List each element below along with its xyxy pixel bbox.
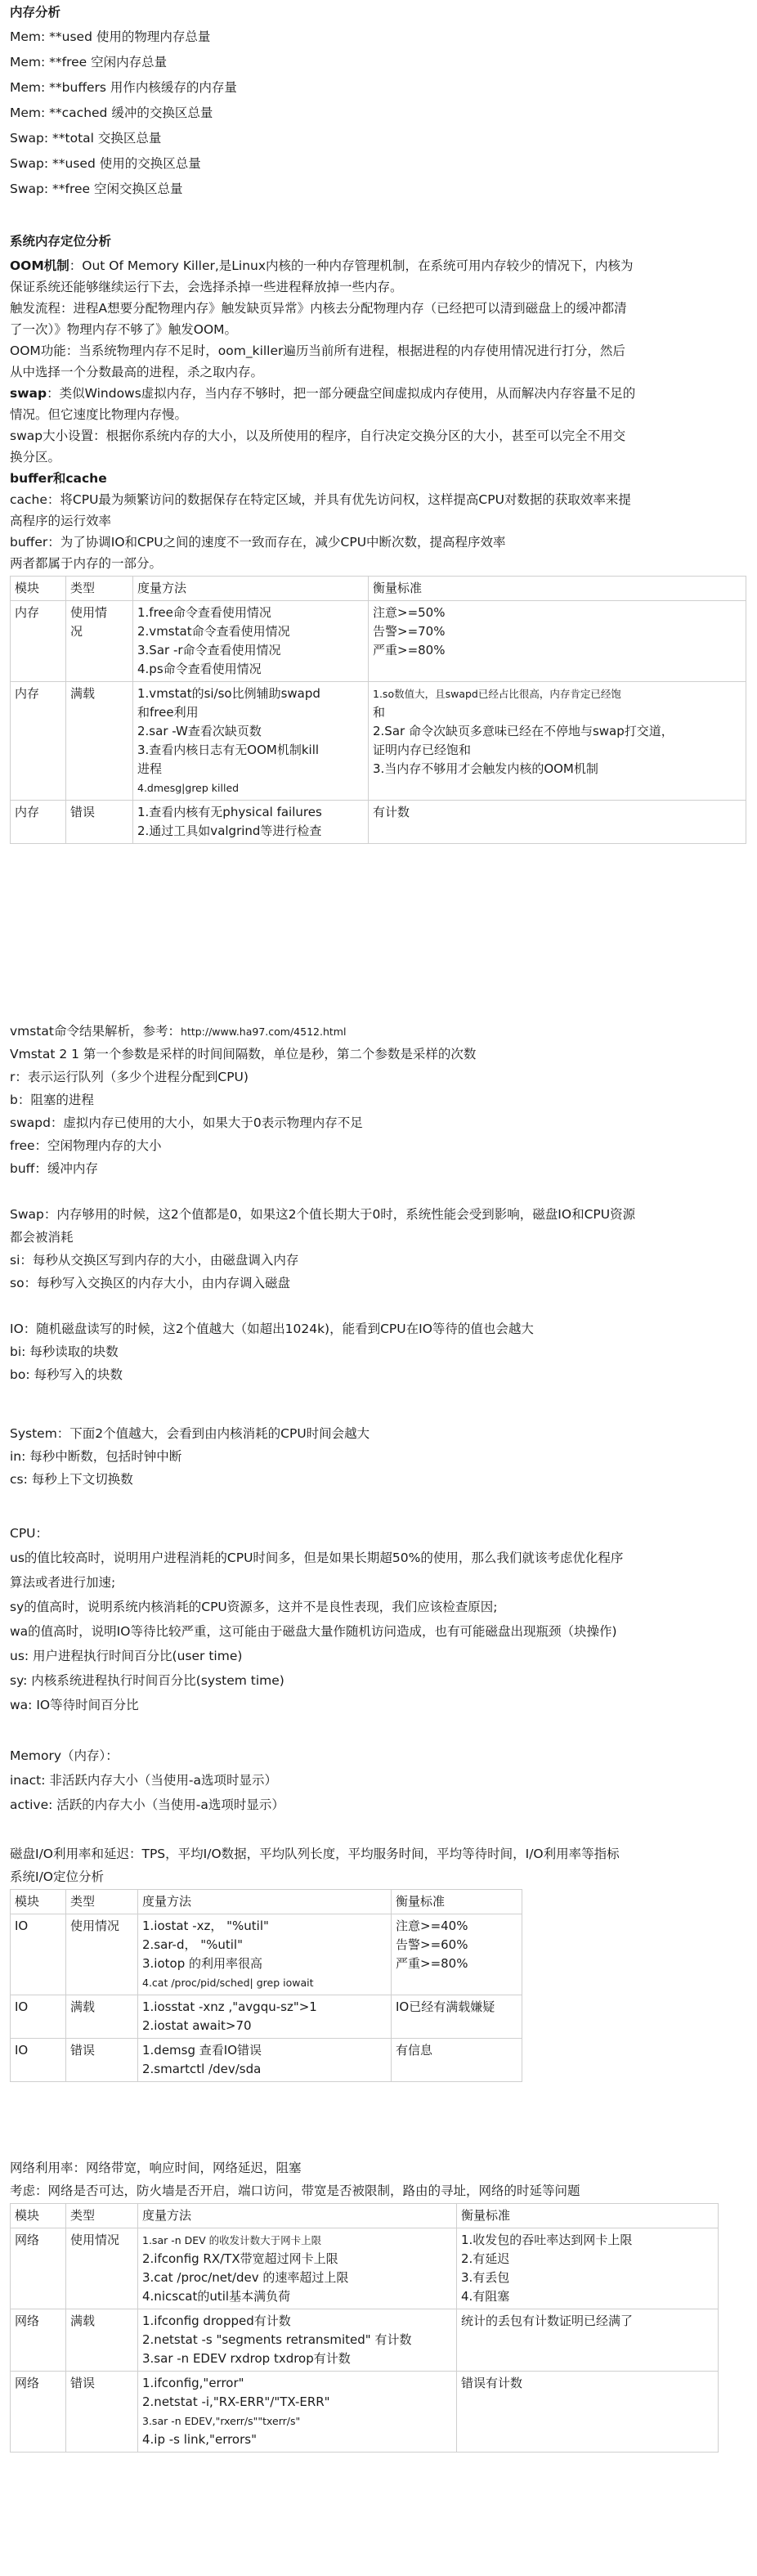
vmstat-line: b：阻塞的进程 <box>10 1093 94 1107</box>
swap-line: swap：类似Windows虚拟内存，当内存不够时，把一部分硬盘空间虚拟成内存使用，从而解决内存容量不足的 <box>10 386 636 401</box>
cell-line: 2.Sar 命令次缺页多意味已经在不停地与swap打交道， <box>373 724 674 738</box>
cell-line: 3.sar -n EDEV rxdrop txdrop有计数 <box>142 2351 351 2366</box>
cell-line: 和 <box>373 705 386 720</box>
cpu-desc-line: wa: IO等待时间百分比 <box>10 1698 139 1712</box>
system-desc-line: System：下面2个值越大，会看到由内核消耗的CPU时间会越大 <box>10 1426 370 1441</box>
cell-line: 告警>=70% <box>373 624 446 639</box>
table-row <box>11 601 746 682</box>
cell-line: IO <box>15 1919 29 1933</box>
table-cell <box>66 2309 138 2372</box>
cell-line: 况 <box>70 624 83 639</box>
table-row <box>11 2039 522 2082</box>
system-desc-line: in: 每秒中断数，包括时钟中断 <box>10 1449 182 1464</box>
buffer-line: buffer：为了协调IO和CPU之间的速度不一致而存在，减少CPU中断次数，提高程序效率 <box>10 535 506 550</box>
table-row <box>11 1914 522 1995</box>
sys-heading: 系统内存定位分析 <box>10 234 112 249</box>
oom-line: OOM机制：Out Of Memory Killer,是Linux内核的一种内存管理机制，在系统可用内存较少的情况下，内核为 <box>10 258 634 273</box>
swap-desc-line: si：每秒从交换区写到内存的大小，由磁盘调入内存 <box>10 1253 299 1268</box>
cell-line: 内存 <box>15 686 40 701</box>
cell-line: 1.ifconfig dropped有计数 <box>142 2313 291 2328</box>
cell-line: 错误 <box>70 2376 96 2390</box>
cell-line: 衡量标准 <box>373 581 423 595</box>
system-desc-line: cs: 每秒上下文切换数 <box>10 1472 133 1487</box>
cell-line: 有信息 <box>396 2043 433 2058</box>
cell-line: 2.netstat -i,"RX-ERR"/"TX-ERR" <box>142 2394 330 2409</box>
cell-line: 3.有丢包 <box>461 2270 510 2285</box>
cell-line: 2.sar-d， "%util" <box>142 1937 244 1952</box>
table-header-cell <box>133 577 369 601</box>
cpu-desc-line: wa的值高时，说明IO等待比较严重，这可能由于磁盘大量作随机访问造成，也有可能磁盘出现瓶颈（块操作) <box>10 1624 617 1639</box>
cell-line: 1.sar -n DEV 的收发计数大于网卡上限 <box>142 2234 322 2246</box>
oom-label: OOM机制 <box>10 258 69 273</box>
table-cell <box>11 2372 66 2453</box>
table-cell <box>66 2039 138 2082</box>
cpu-desc-line: us: 用户进程执行时间百分比(user time) <box>10 1649 243 1663</box>
cell-line: 网络 <box>15 2376 40 2390</box>
table-cell <box>392 1914 522 1995</box>
cell-line: 4.有阻塞 <box>461 2289 510 2304</box>
cell-line: 2.vmstat命令查看使用情况 <box>137 624 290 639</box>
swap-desc-line: so：每秒写入交换区的内存大小，由内存调入磁盘 <box>10 1276 291 1290</box>
cell-line: 1.ifconfig,"error" <box>142 2376 244 2390</box>
oom-line: 从中选择一个分数最高的进程，杀之取内存。 <box>10 365 264 379</box>
table-cell <box>11 1995 66 2039</box>
cell-line: 满载 <box>70 2313 96 2328</box>
swap-line: swap大小设置：根据你系统内存的大小，以及所使用的程序，自行决定交换分区的大小，甚至可以完全不用交 <box>10 429 626 443</box>
table-cell <box>138 2228 457 2309</box>
table-cell <box>457 2372 719 2453</box>
table-cell <box>11 1914 66 1995</box>
cell-line: 注意>=40% <box>396 1919 468 1933</box>
table-header-row <box>11 1890 522 1914</box>
cell-line: 1.收发包的吞吐率达到网卡上限 <box>461 2233 633 2247</box>
table-cell <box>11 2039 66 2082</box>
cell-line: 严重>=80% <box>373 643 446 657</box>
table-cell <box>11 2228 66 2309</box>
cell-line: 2.通过工具如valgrind等进行检查 <box>137 824 322 838</box>
cell-line: 1.vmstat的si/so比例辅助swapd <box>137 686 320 701</box>
memory-desc-line: Memory（内存）： <box>10 1748 119 1763</box>
cell-line: 有计数 <box>373 805 410 819</box>
cell-line: 2.ifconfig RX/TX带宽超过网卡上限 <box>142 2251 338 2266</box>
memory-table <box>10 576 746 844</box>
cpu-desc-line: CPU： <box>10 1526 49 1541</box>
cell-line: 内存 <box>15 605 40 620</box>
cell-line: 1.demsg 查看IO错误 <box>142 2043 262 2058</box>
table-row <box>11 682 746 801</box>
table-cell <box>133 801 369 844</box>
cell-line: 2.iostat await>70 <box>142 2018 252 2033</box>
cell-line: 类型 <box>70 581 96 595</box>
table-header-cell <box>11 2204 66 2228</box>
net-intro-line: 考虑：网络是否可达，防火墙是否开启，端口访问，带宽是否被限制，路由的寻址，网络的时延等问题 <box>10 2183 580 2198</box>
io-desc-line: IO：随机磁盘读写的时候，这2个值越大（如超出1024k)，能看到CPU在IO等待的值也会越大 <box>10 1322 534 1336</box>
cell-line: 满载 <box>70 686 96 701</box>
cell-line: 满载 <box>70 1999 96 2014</box>
table-header-cell <box>457 2204 719 2228</box>
cell-line: 衡量标准 <box>461 2208 511 2223</box>
table-cell <box>369 601 746 682</box>
cell-line: IO已经有满载嫌疑 <box>396 1999 495 2014</box>
mem-line: Mem: **used 使用的物理内存总量 <box>10 29 211 44</box>
cell-line: 度量方法 <box>142 1894 192 1909</box>
table-cell <box>369 682 746 801</box>
table-row <box>11 1995 522 2039</box>
cell-line: 错误 <box>70 2043 96 2058</box>
table-cell <box>457 2228 719 2309</box>
cell-line: 2.netstat -s "segments retransmited" 有计数 <box>142 2332 412 2347</box>
table-cell <box>138 2372 457 2453</box>
table-cell <box>11 682 66 801</box>
cell-line: 内存 <box>15 805 40 819</box>
vmstat-line: r：表示运行队列（多少个进程分配到CPU) <box>10 1070 249 1084</box>
cell-line: 注意>=50% <box>373 605 446 620</box>
cpu-desc-line: sy的值高时，说明系统内核消耗的CPU资源多，这并不是良性表现，我们应该检查原因; <box>10 1600 498 1614</box>
cell-line: IO <box>15 1999 29 2014</box>
io-desc-line: bo: 每秒写入的块数 <box>10 1367 123 1382</box>
mem-line: Swap: **free 空闲交换区总量 <box>10 182 183 196</box>
table-cell <box>66 1914 138 1995</box>
table-cell <box>11 601 66 682</box>
cell-line: 类型 <box>70 2208 96 2223</box>
oom-line: 触发流程：进程A想要分配物理内存》触发缺页异常》内核去分配物理内存（已经把可以清到磁盘上的缓冲都清 <box>10 301 627 316</box>
cell-line: 衡量标准 <box>396 1894 446 1909</box>
table-cell <box>138 1914 392 1995</box>
table-header-cell <box>66 577 133 601</box>
cell-line: 网络 <box>15 2313 40 2328</box>
disk-intro-line: 系统I/O定位分析 <box>10 1869 104 1884</box>
mem-line: Swap: **used 使用的交换区总量 <box>10 156 201 171</box>
table-cell <box>457 2309 719 2372</box>
cell-line: 网络 <box>15 2233 40 2247</box>
table-row <box>11 2228 719 2309</box>
table-cell <box>138 1995 392 2039</box>
swap-label: swap <box>10 386 47 401</box>
table-header-cell <box>66 1890 138 1914</box>
cpu-desc-line: us的值比较高时，说明用户进程消耗的CPU时间多，但是如果长期超50%的使用，那么我们就该考虑优化程序 <box>10 1551 624 1565</box>
cell-line: 1.iosstat -xnz ,"avgqu-sz">1 <box>142 1999 317 2014</box>
cell-line: 1.查看内核有无physical failures <box>137 805 322 819</box>
table-cell <box>392 1995 522 2039</box>
table-cell <box>11 2309 66 2372</box>
table-header-cell <box>11 577 66 601</box>
cell-line: 度量方法 <box>142 2208 192 2223</box>
cell-line: 4.cat /proc/pid/sched| grep iowait <box>142 1977 314 1989</box>
net-intro-line: 网络利用率：网络带宽，响应时间，网络延迟，阻塞 <box>10 2161 302 2175</box>
cpu-desc-line: 算法或者进行加速; <box>10 1575 116 1590</box>
cell-line: 3.当内存不够用才会触发内核的OOM机制 <box>373 761 598 776</box>
cell-line: 使用情 <box>70 605 108 620</box>
mem-heading: 内存分析 <box>10 5 61 20</box>
oom-line: 保证系统还能够继续运行下去，会选择杀掉一些进程释放掉一些内存。 <box>10 280 403 294</box>
table-cell <box>66 601 133 682</box>
table-cell <box>66 1995 138 2039</box>
cell-line: 使用情况 <box>70 1919 120 1933</box>
cpu-desc-line: sy: 内核系统进程执行时间百分比(system time) <box>10 1673 284 1688</box>
cell-line: 模块 <box>15 1894 40 1909</box>
table-cell <box>66 2372 138 2453</box>
cell-line: 使用情况 <box>70 2233 120 2247</box>
table-header-cell <box>138 1890 392 1914</box>
cell-line: 3.iotop 的利用率很高 <box>142 1956 263 1971</box>
table-row <box>11 2309 719 2372</box>
cell-line: 模块 <box>15 2208 40 2223</box>
table-cell <box>66 801 133 844</box>
cell-line: 3.Sar -r命令查看使用情况 <box>137 643 281 657</box>
cell-line: 错误 <box>70 805 96 819</box>
swap-line: 换分区。 <box>10 450 61 464</box>
table-header-row <box>11 577 746 601</box>
buffer-line: cache：将CPU最为频繁访问的数据保存在特定区域，并具有优先访问权，这样提高CPU对数据的获取效率来提 <box>10 492 631 507</box>
table-header-cell <box>369 577 746 601</box>
table-header-row <box>11 2204 719 2228</box>
cell-line: 类型 <box>70 1894 96 1909</box>
cell-line: 模块 <box>15 581 40 595</box>
swap-line: 情况。但它速度比物理内存慢。 <box>10 407 188 422</box>
cell-line: 度量方法 <box>137 581 187 595</box>
vmstat-line: buff：缓冲内存 <box>10 1161 98 1176</box>
table-header-cell <box>66 2204 138 2228</box>
network-table <box>10 2203 719 2453</box>
mem-line: Mem: **cached 缓冲的交换区总量 <box>10 105 213 120</box>
mem-line: Mem: **buffers 用作内核缓存的内存量 <box>10 80 237 95</box>
table-cell <box>11 801 66 844</box>
cell-line: 2.smartctl /dev/sda <box>142 2062 262 2076</box>
table-row <box>11 801 746 844</box>
vmstat-line: Vmstat 2 1 第一个参数是采样的时间间隔数，单位是秒，第二个参数是采样的次数 <box>10 1047 477 1061</box>
cell-line: 3.查看内核日志有无OOM机制kill <box>137 743 320 757</box>
cell-line: 3.sar -n EDEV,"rxerr/s""txerr/s" <box>142 2415 301 2427</box>
cell-line: 4.nicscat的util基本满负荷 <box>142 2289 291 2304</box>
oom-line: OOM功能：当系统物理内存不足时，oom_killer遍历当前所有进程，根据进程的内存使用情况进行打分，然后 <box>10 343 625 358</box>
cell-line: 4.ip -s link,"errors" <box>142 2432 257 2447</box>
cell-line: 告警>=60% <box>396 1937 468 1952</box>
cell-line: 2.sar -W查看次缺页数 <box>137 724 262 738</box>
table-cell <box>66 682 133 801</box>
cell-line: 1.free命令查看使用情况 <box>137 605 271 620</box>
cell-line: 4.dmesg|grep killed <box>137 782 240 794</box>
cell-line: 4.ps命令查看使用情况 <box>137 662 262 676</box>
buffer-line: 高程序的运行效率 <box>10 514 112 528</box>
cell-line: 2.有延迟 <box>461 2251 510 2266</box>
memory-desc-line: inact: 非活跃内存大小（当使用-a选项时显示） <box>10 1773 277 1788</box>
table-cell <box>369 801 746 844</box>
table-cell <box>138 2039 392 2082</box>
buffer-line: 两者都属于内存的一部分。 <box>10 556 163 571</box>
mem-line: Swap: **total 交换区总量 <box>10 131 162 146</box>
cell-line: 进程 <box>137 761 163 776</box>
reference-link[interactable]: http://www.ha97.com/4512.html <box>181 1025 347 1038</box>
cell-line: 证明内存已经饱和 <box>373 743 472 757</box>
table-header-cell <box>11 1890 66 1914</box>
cell-line: 1.iostat -xz， "%util" <box>142 1919 269 1933</box>
oom-line: 了一次）》物理内存不够了》触发OOM。 <box>10 322 238 337</box>
cell-line: 和free利用 <box>137 705 199 720</box>
vmstat-line: swapd：虚拟内存已使用的大小，如果大于0表示物理内存不足 <box>10 1115 363 1130</box>
table-cell <box>138 2309 457 2372</box>
table-cell <box>133 682 369 801</box>
table-cell <box>66 2228 138 2309</box>
table-header-cell <box>138 2204 457 2228</box>
memory-desc-line: active: 活跃的内存大小（当使用-a选项时显示） <box>10 1797 284 1812</box>
cell-line: 3.cat /proc/net/dev 的速率超过上限 <box>142 2270 349 2285</box>
buffer-heading: buffer和cache <box>10 471 107 486</box>
swap-desc-line: Swap：内存够用的时候，这2个值都是0，如果这2个值长期大于0时，系统性能会受到影响，磁盘IO和CPU资源 <box>10 1207 636 1222</box>
vmstat-line: free：空闲物理内存的大小 <box>10 1138 162 1153</box>
vmstat-ref: vmstat命令结果解析，参考：http://www.ha97.com/4512.html <box>10 1024 347 1039</box>
mem-line: Mem: **free 空闲内存总量 <box>10 55 168 70</box>
io-table <box>10 1889 522 2082</box>
cell-line: 错误有计数 <box>461 2376 523 2390</box>
io-desc-line: bi: 每秒读取的块数 <box>10 1344 119 1359</box>
cell-line: 1.so数值大，且swapd已经占比很高，内存肯定已经饱 <box>373 688 621 700</box>
table-cell <box>392 2039 522 2082</box>
cell-line: IO <box>15 2043 29 2058</box>
table-cell <box>133 601 369 682</box>
disk-intro-line: 磁盘I/O利用率和延迟：TPS，平均I/O数据，平均队列长度，平均服务时间，平均等待时间，I/O利用率等指标 <box>10 1847 620 1861</box>
cell-line: 严重>=80% <box>396 1956 468 1971</box>
swap-desc-line: 都会被消耗 <box>10 1230 74 1245</box>
cell-line: 统计的丢包有计数证明已经满了 <box>461 2313 634 2328</box>
table-row <box>11 2372 719 2453</box>
table-header-cell <box>392 1890 522 1914</box>
